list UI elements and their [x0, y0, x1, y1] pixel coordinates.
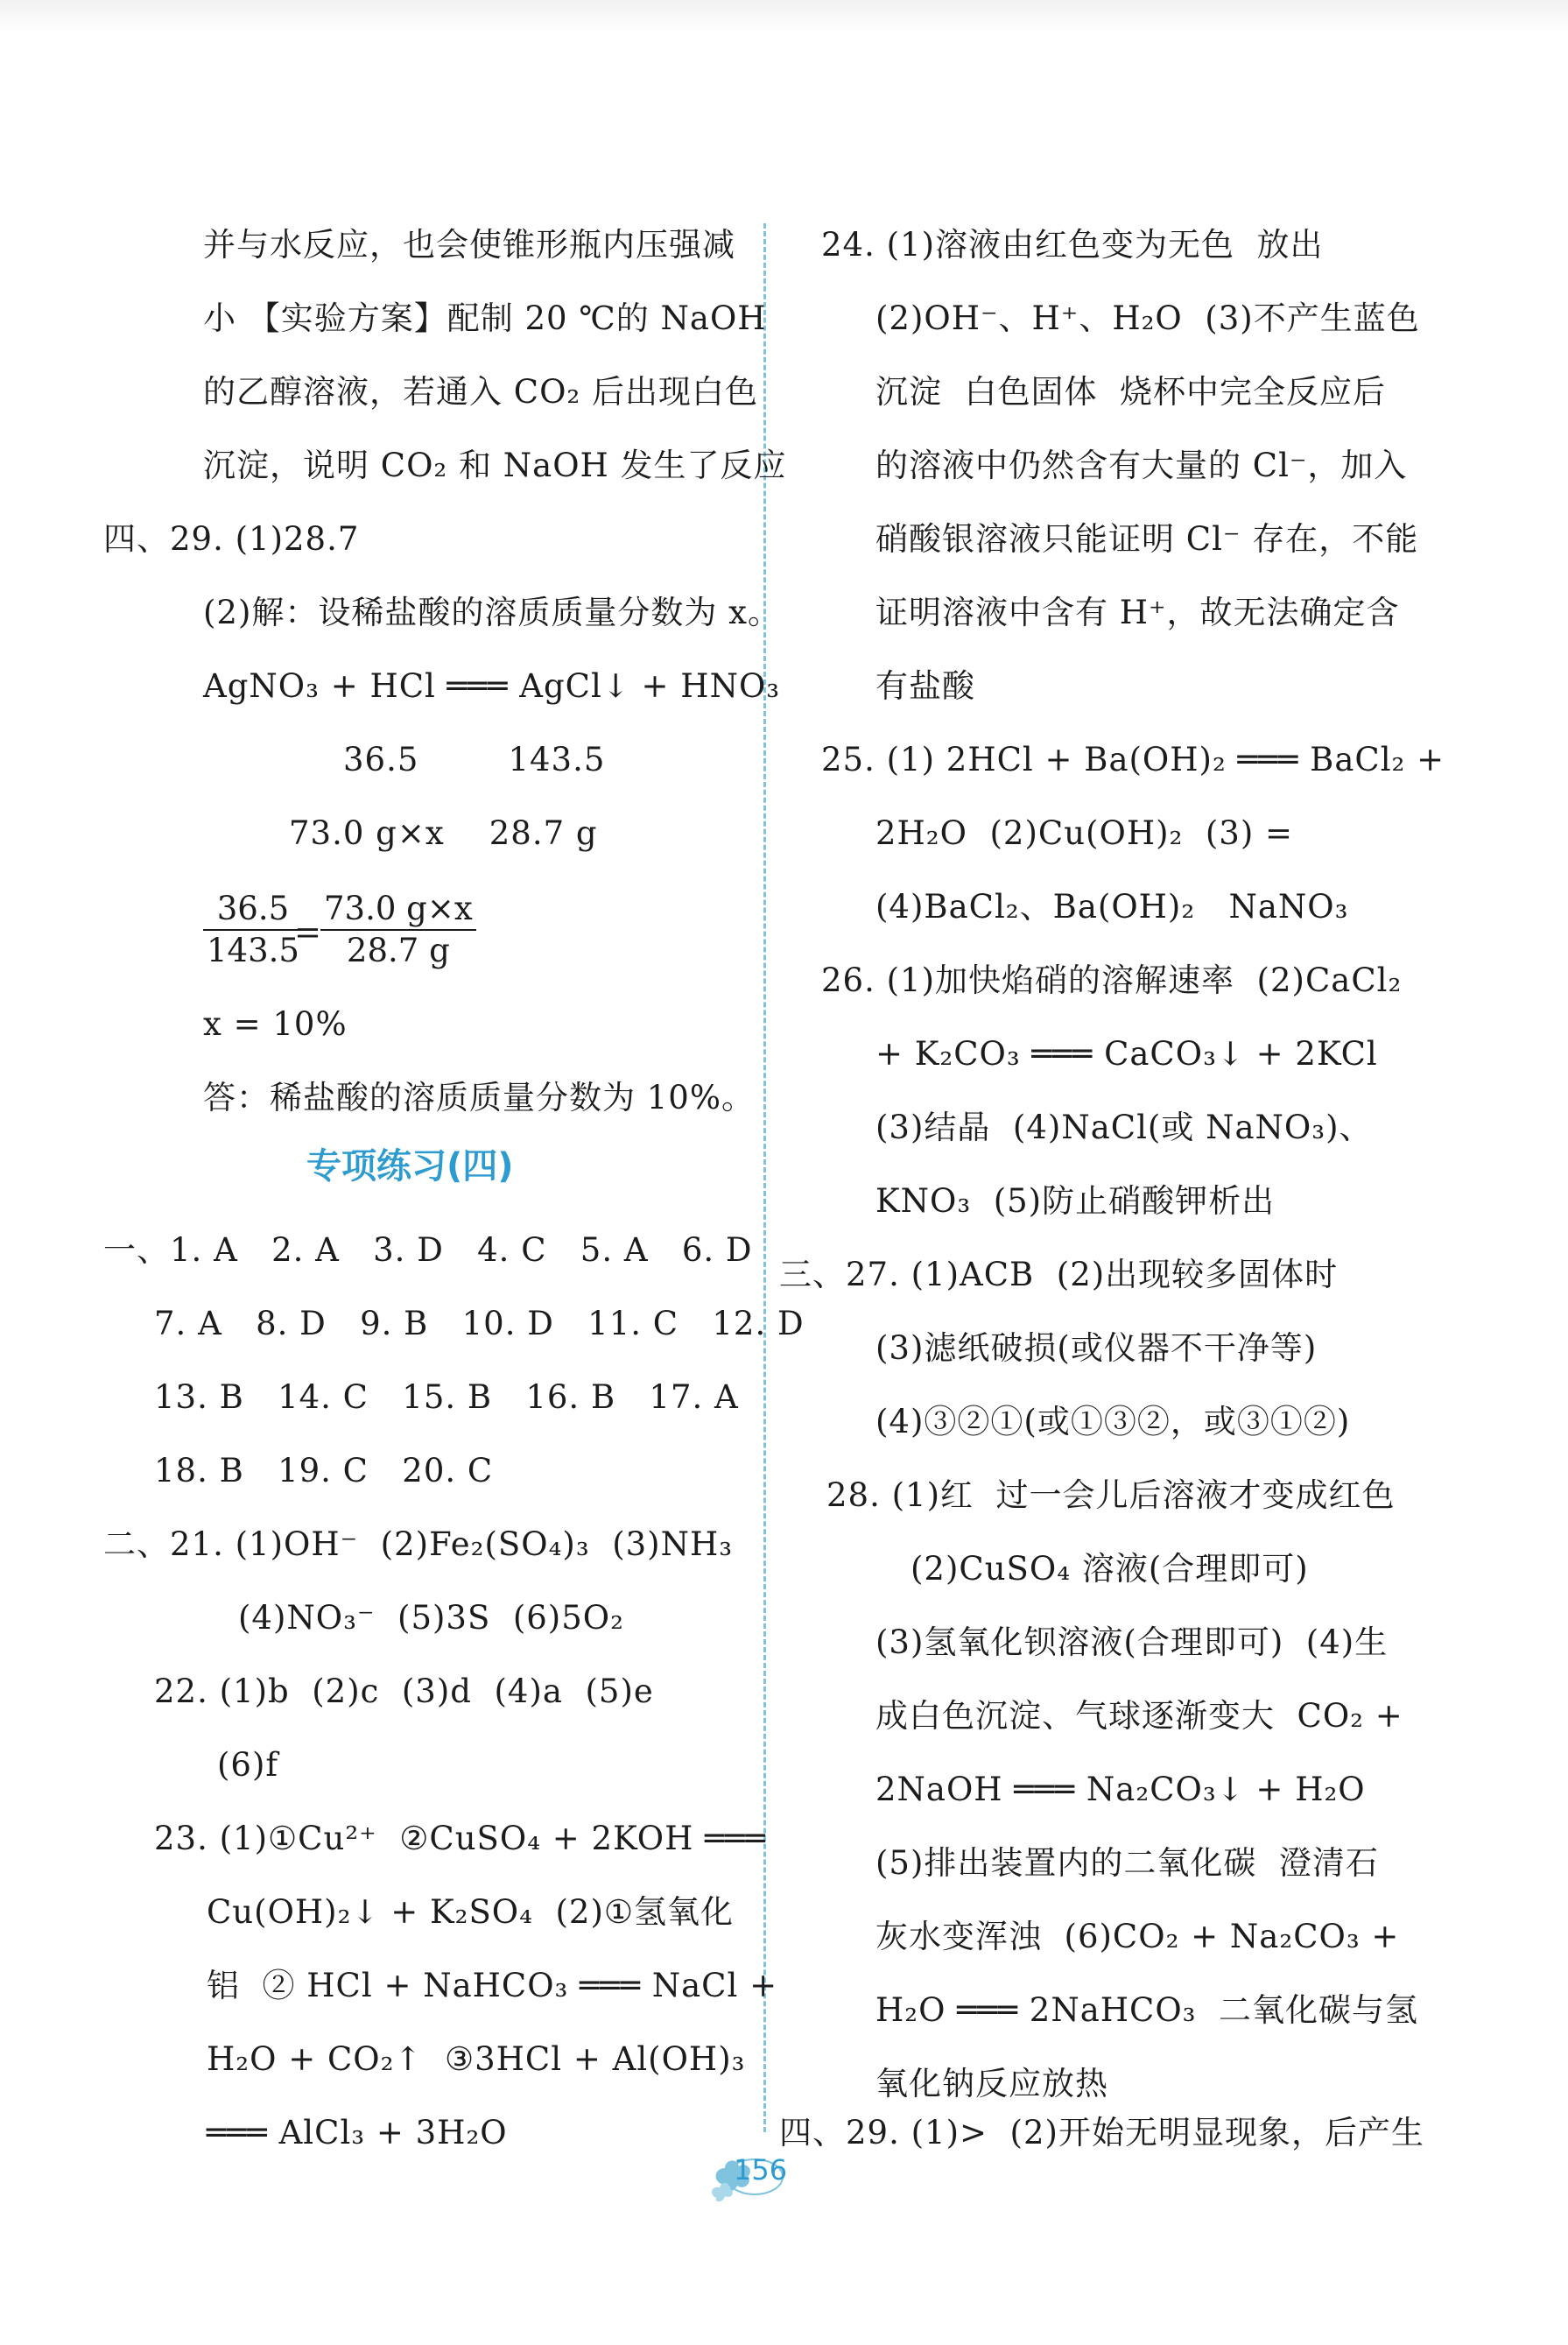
- answer-line: (3)结晶 (4)NaCl(或 NaNO₃)、: [875, 1109, 1373, 1146]
- answer-line: 18. B 19. C 20. C: [154, 1452, 494, 1489]
- answer-line: 沉淀 白色固体 烧杯中完全反应后: [875, 373, 1387, 411]
- page-top-shade: [0, 0, 1568, 35]
- answer-line: Cu(OH)₂↓ + K₂SO₄ (2)①氢氧化: [207, 1893, 735, 1931]
- answer-line: + K₂CO₃ ═══ CaCO₃↓ + 2KCl: [875, 1035, 1378, 1073]
- answer-line: (3)滤纸破损(或仪器不干净等): [875, 1329, 1318, 1367]
- answer-line: 22. (1)b (2)c (3)d (4)a (5)e: [154, 1672, 654, 1710]
- answer-line: 2H₂O (2)Cu(OH)₂ (3) =: [875, 814, 1294, 852]
- fraction-denominator: 28.7 g: [346, 932, 450, 969]
- answer-line: 氧化钠反应放热: [875, 2065, 1108, 2102]
- text-line: (2)解：设稀盐酸的溶质质量分数为 x。: [203, 594, 782, 631]
- answer-line: 三、27. (1)ACB (2)出现较多固体时: [779, 1256, 1339, 1293]
- text-line: x = 10%: [203, 1005, 348, 1043]
- equation-line: 36.5 143.5: [343, 741, 606, 778]
- answer-line: H₂O + CO₂↑ ③3HCl + Al(OH)₃: [207, 2040, 746, 2078]
- answer-line: 7. A 8. D 9. B 10. D 11. C 12. D: [154, 1305, 805, 1342]
- answer-line: 有盐酸: [875, 667, 975, 705]
- text-line: 的乙醇溶液，若通入 CO₂ 后出现白色: [203, 373, 758, 411]
- text-line: 小 【实验方案】配制 20 ℃的 NaOH: [203, 299, 767, 337]
- answer-line: 25. (1) 2HCl + Ba(OH)₂ ═══ BaCl₂ +: [821, 741, 1445, 778]
- answer-line: 28. (1)红 过一会儿后溶液才变成红色: [826, 1476, 1396, 1514]
- answer-line: ═══ AlCl₃ + 3H₂O: [207, 2114, 508, 2151]
- answer-line: 24. (1)溶液由红色变为无色 放出: [821, 226, 1324, 264]
- answer-line: KNO₃ (5)防止硝酸钾析出: [875, 1182, 1276, 1220]
- answer-line: (5)排出装置内的二氧化碳 澄清石: [875, 1844, 1379, 1882]
- answer-line: 的溶液中仍然含有大量的 Cl⁻，加入: [875, 447, 1408, 484]
- text-line: 答：稀盐酸的溶质质量分数为 10%。: [203, 1079, 755, 1116]
- answer-line: (4)③②①(或①③②，或③①②): [875, 1403, 1351, 1440]
- answer-line: 成白色沉淀、气球逐渐变大 CO₂ +: [875, 1697, 1403, 1735]
- answer-line: 2NaOH ═══ Na₂CO₃↓ + H₂O: [875, 1771, 1366, 1808]
- equals-sign: =: [294, 913, 322, 951]
- equation-line: AgNO₃ + HCl ═══ AgCl↓ + HNO₃: [203, 667, 781, 705]
- answer-line: 灰水变浑浊 (6)CO₂ + Na₂CO₃ +: [875, 1918, 1400, 1955]
- answer-line: 23. (1)①Cu²⁺ ②CuSO₄ + 2KOH ═══: [154, 1820, 766, 1857]
- fraction-right: [320, 889, 476, 971]
- answer-line: (6)f: [217, 1746, 279, 1784]
- answer-line: (4)NO₃⁻ (5)3S (6)5O₂: [238, 1599, 624, 1637]
- answer-line: 26. (1)加快焰硝的溶解速率 (2)CaCl₂: [821, 961, 1403, 999]
- answer-line: 四、29. (1)> (2)开始无明显现象，后产生: [779, 2114, 1424, 2151]
- answer-line: (2)CuSO₄ 溶液(合理即可): [911, 1550, 1309, 1588]
- answer-line: (2)OH⁻、H⁺、H₂O (3)不产生蓝色: [875, 299, 1420, 337]
- text-line: 四、29. (1)28.7: [103, 520, 360, 558]
- fraction-numerator: 73.0 g×x: [320, 889, 476, 931]
- section-title: 专项练习(四): [306, 1146, 514, 1187]
- fraction-numerator: 36.5: [203, 889, 303, 931]
- page-number: 156: [734, 2153, 788, 2187]
- answer-line: (4)BaCl₂、Ba(OH)₂ NaNO₃: [875, 888, 1349, 926]
- equation-line: 73.0 g×x 28.7 g: [289, 814, 598, 852]
- answer-line: 证明溶液中含有 H⁺，故无法确定含: [875, 594, 1400, 631]
- answer-line: 13. B 14. C 15. B 16. B 17. A: [154, 1378, 739, 1416]
- fraction-left: [203, 889, 303, 971]
- text-line: 沉淀，说明 CO₂ 和 NaOH 发生了反应: [203, 447, 787, 484]
- answer-line: 一、1. A 2. A 3. D 4. C 5. A 6. D: [103, 1231, 753, 1269]
- answer-line: 铝 ② HCl + NaHCO₃ ═══ NaCl +: [207, 1967, 778, 2004]
- answer-line: 二、21. (1)OH⁻ (2)Fe₂(SO₄)₃ (3)NH₃: [103, 1525, 734, 1563]
- fraction-denominator: 143.5: [207, 932, 299, 969]
- text-line: 并与水反应，也会使锥形瓶内压强减: [203, 226, 735, 264]
- answer-line: 硝酸银溶液只能证明 Cl⁻ 存在，不能: [875, 520, 1419, 558]
- answer-line: (3)氢氧化钡溶液(合理即可) (4)生: [875, 1623, 1389, 1661]
- answer-line: H₂O ═══ 2NaHCO₃ 二氧化碳与氢: [875, 1991, 1419, 2029]
